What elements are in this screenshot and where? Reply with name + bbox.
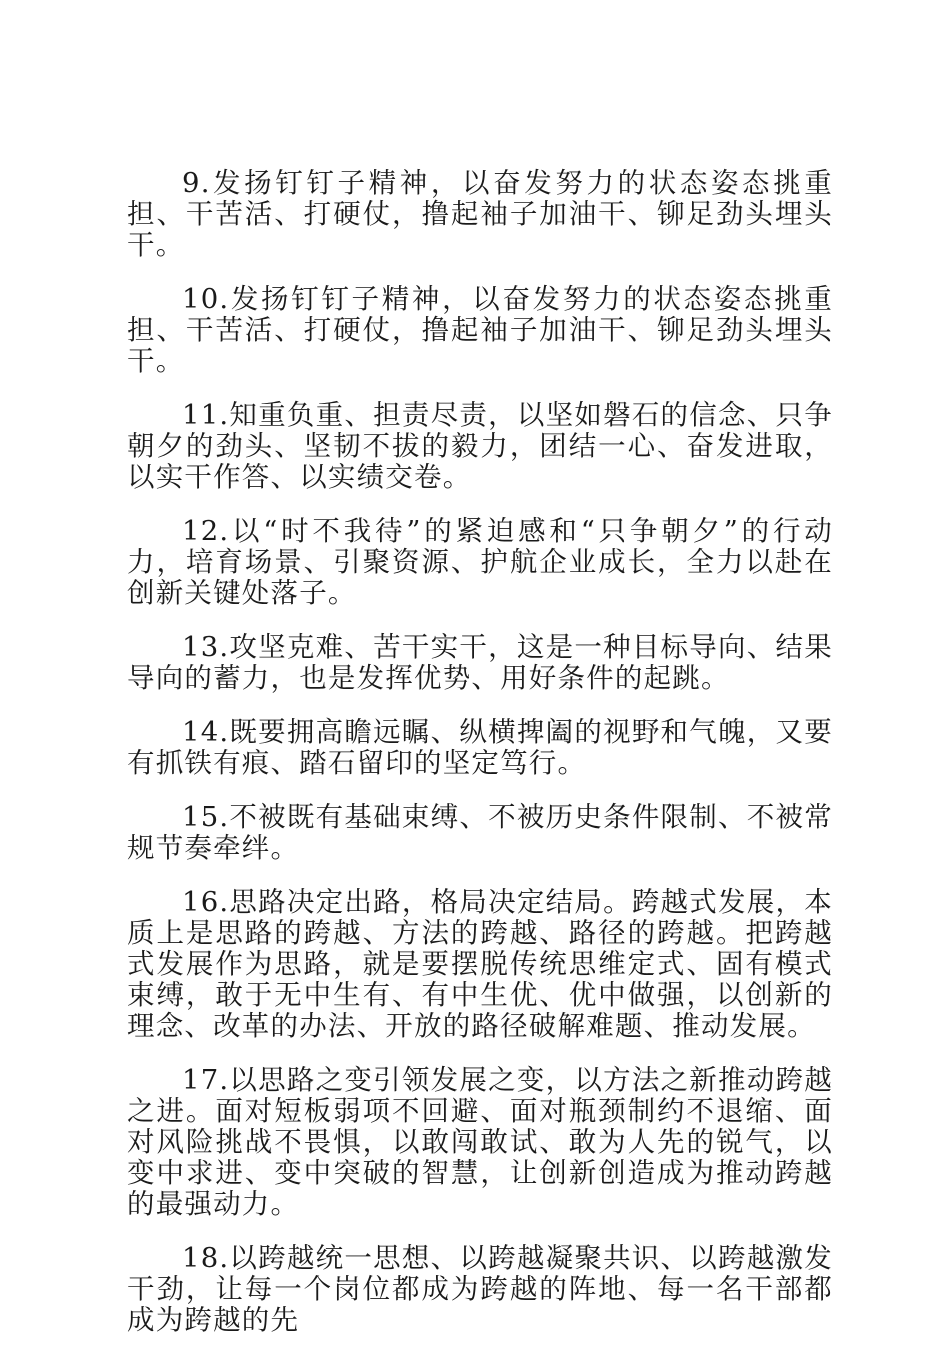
document-body [127, 168, 833, 1359]
paragraph-12: 12.以“时不我待”的紧迫感和“只争朝夕”的行动力，培育场景、引聚资源、护航企业成长，全力以赴在创新关键处落子。 [127, 515, 833, 609]
paragraph-10: 10.发扬钉钉子精神，以奋发努力的状态姿态挑重担、干苦活、打硬仗，撸起袖子加油干、铆足劲头埋头干。 [127, 283, 833, 377]
paragraph-15: 15.不被既有基础束缚、不被历史条件限制、不被常规节奏牵绊。 [127, 801, 833, 864]
paragraph-13: 13.攻坚克难、苦干实干，这是一种目标导向、结果导向的蓄力，也是发挥优势、用好条件的起跳。 [127, 631, 833, 694]
paragraph-17: 17.以思路之变引领发展之变，以方法之新推动跨越之进。面对短板弱项不回避、面对瓶颈制约不退缩、面对风险挑战不畏惧，以敢闯敢试、敢为人先的锐气，以变中求进、变中突破的智慧，让创新创造成为推动跨越的最强动力。 [127, 1064, 833, 1220]
paragraph-18: 18.以跨越统一思想、以跨越凝聚共识、以跨越激发干劲，让每一个岗位都成为跨越的阵地、每一名干部都成为跨越的先 [127, 1242, 833, 1336]
paragraph-14: 14.既要拥高瞻远瞩、纵横捭阖的视野和气魄，又要有抓铁有痕、踏石留印的坚定笃行。 [127, 716, 833, 779]
paragraph-16: 16.思路决定出路，格局决定结局。跨越式发展，本质上是思路的跨越、方法的跨越、路径的跨越。把跨越式发展作为思路，就是要摆脱传统思维定式、固有模式束缚，敢于无中生有、有中生优、优中做强，以创新的理念、改革的办法、开放的路径破解难题、推动发展。 [127, 886, 833, 1042]
paragraph-11: 11.知重负重、担责尽责，以坚如磐石的信念、只争朝夕的劲头、坚韧不拔的毅力，团结一心、奋发进取，以实干作答、以实绩交卷。 [127, 399, 833, 493]
paragraph-9: 9.发扬钉钉子精神，以奋发努力的状态姿态挑重担、干苦活、打硬仗，撸起袖子加油干、铆足劲头埋头干。 [127, 167, 833, 261]
